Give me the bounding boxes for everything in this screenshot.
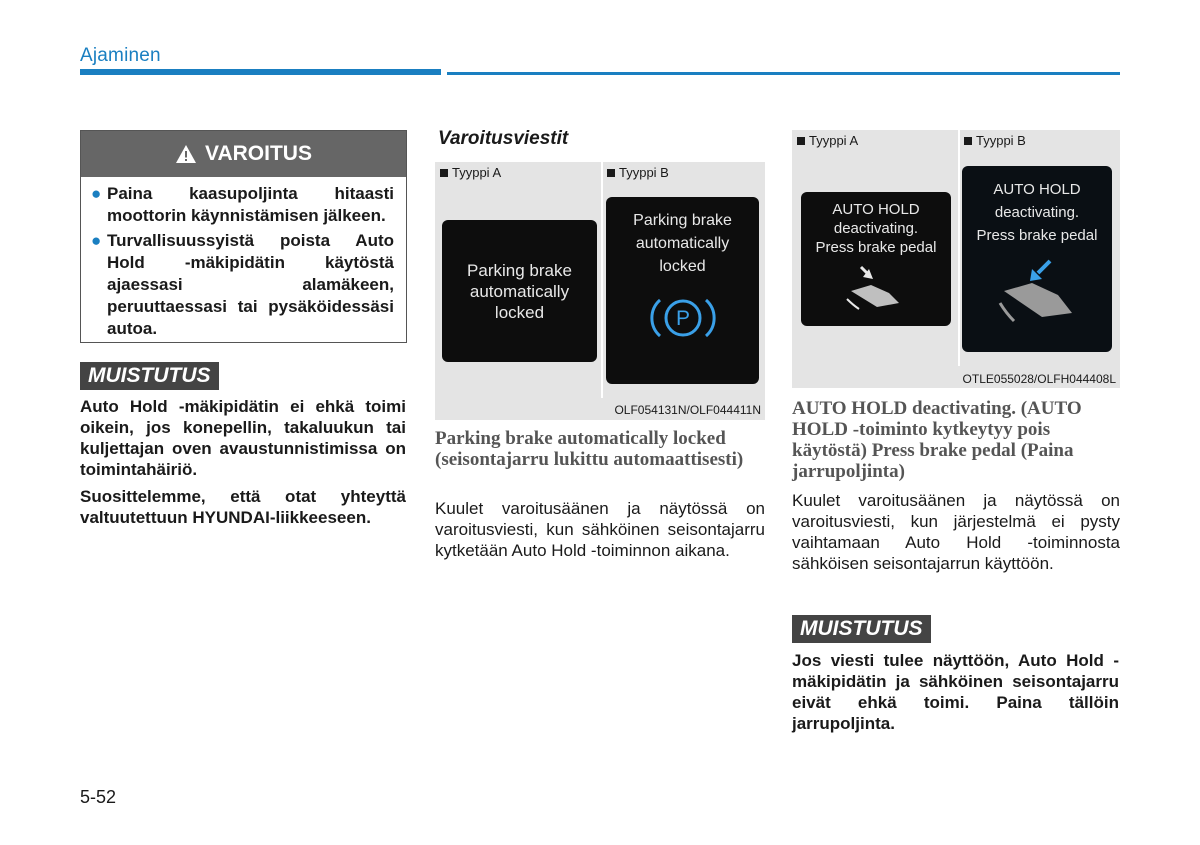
section-title: Ajaminen xyxy=(80,45,161,66)
figure-label-type-a: Tyyppi A xyxy=(797,133,858,148)
brake-pedal-icon xyxy=(992,257,1082,327)
figure-code: OTLE055028/OLFH044408L xyxy=(962,372,1116,386)
section-heading: Varoitusviestit xyxy=(438,128,569,149)
warning-header xyxy=(81,131,406,177)
bullet-icon: ● xyxy=(91,184,102,203)
figure-parking-brake xyxy=(435,162,765,420)
figure-label-type-b: Tyyppi B xyxy=(964,133,1026,148)
figure-divider xyxy=(601,162,603,398)
warning-item: ● Paina kaasupoljinta hitaasti moottorin käynnistämisen jälkeen. xyxy=(91,184,394,225)
note-paragraph: Auto Hold -mäkipidätin ei ehkä toimi oikein, jos konepellin, takaluukun tai kuljettajan oven avaustunnistimissa on toimintahäiriö. xyxy=(80,397,406,479)
figure-caption: AUTO HOLD deactivating. (AUTO HOLD -toiminto kytkeytyy pois käytöstä) Press brake pedal (Paina jarrupoljinta) xyxy=(792,398,1082,482)
body-paragraph: Kuulet varoitusäänen ja näytössä on varoitusviesti, kun sähköinen seisontajarru kytketään Auto Hold -toiminnon aikana. xyxy=(435,499,765,560)
warning-triangle-icon xyxy=(175,144,197,164)
header-rule-thick xyxy=(80,69,441,75)
body-paragraph: Kuulet varoitusäänen ja näytössä on varoitusviesti, kun järjestelmä ei pysty vaihtamaan Auto Hold -toiminnosta sähköisen seisontajarrun käyttöön. xyxy=(792,491,1120,573)
display-screen-type-a: AUTO HOLD deactivating. Press brake pedal xyxy=(801,192,951,326)
square-icon xyxy=(607,169,615,177)
brake-pedal-icon xyxy=(841,261,911,313)
square-icon xyxy=(964,137,972,145)
note-paragraph: Suosittelemme, että otat yhteyttä valtuutettuun HYUNDAI-liikkeeseen. xyxy=(80,487,406,527)
display-screen-type-a: Parking brake automatically locked xyxy=(442,220,597,362)
note-label: MUISTUTUS xyxy=(80,362,219,390)
warning-title: VAROITUS xyxy=(205,142,312,165)
display-screen-type-b: AUTO HOLD deactivating. Press brake pedal xyxy=(962,166,1112,352)
parking-brake-icon xyxy=(648,292,718,344)
figure-code: OLF054131N/OLF044411N xyxy=(614,403,761,417)
display-screen-type-b: Parking brake automatically locked P xyxy=(606,197,759,384)
figure-label-type-b: Tyyppi B xyxy=(607,165,669,180)
bullet-icon: ● xyxy=(91,231,102,250)
square-icon xyxy=(797,137,805,145)
header-rule-thin xyxy=(447,72,1120,75)
figure-caption: Parking brake automatically locked (seisontajarru lukittu automaattisesti) xyxy=(435,428,744,470)
parking-brake-symbol: P xyxy=(675,307,690,330)
figure-label-type-a: Tyyppi A xyxy=(440,165,501,180)
square-icon xyxy=(440,169,448,177)
warning-list xyxy=(91,183,394,343)
warning-item: ● Turvallisuussyistä poista Auto Hold -mäkipidätin käytöstä ajaessasi alamäkeen, peruuttaessasi tai pysäköidessäsi autoa. xyxy=(91,231,394,338)
note-paragraph: Jos viesti tulee näyttöön, Auto Hold -mäkipidätin ja sähköinen seisontajarru eivät ehkä toimi. Paina tällöin jarrupoljinta. xyxy=(792,651,1119,733)
warning-box xyxy=(80,130,407,343)
note-label: MUISTUTUS xyxy=(792,615,931,643)
figure-auto-hold xyxy=(792,130,1120,388)
page-number: 5-52 xyxy=(80,787,117,807)
figure-divider xyxy=(958,130,960,366)
